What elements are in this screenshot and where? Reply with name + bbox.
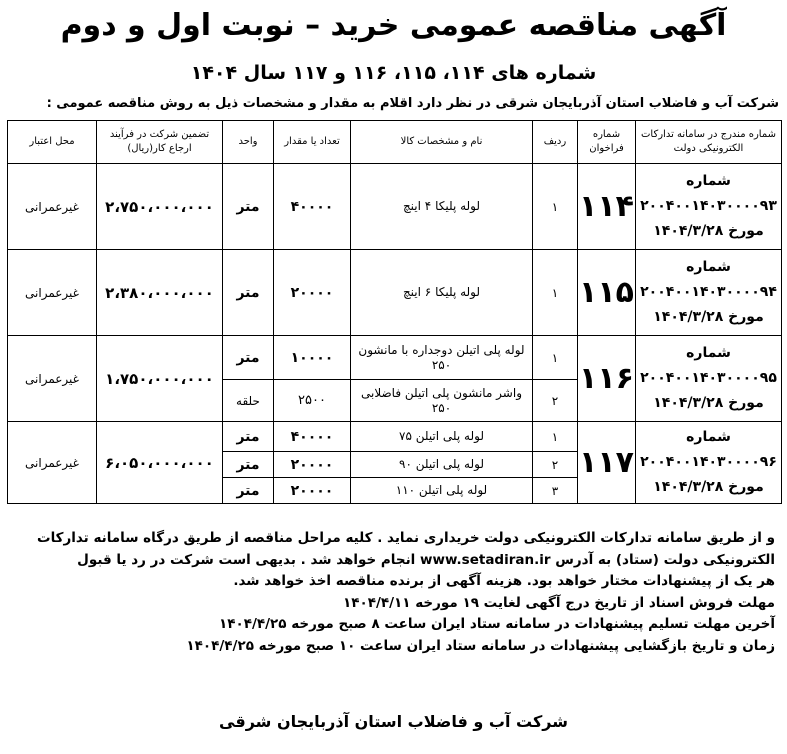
call-number: ۱۱۶: [578, 336, 636, 422]
item-unit: حلقه: [223, 380, 274, 422]
item-name: لوله پلیکا ۴ اینچ: [351, 164, 533, 250]
call-number: ۱۱۴: [578, 164, 636, 250]
body-line: مهلت فروش اسناد از تاریخ درج آگهی لغایت ۱۹ مورخه ۱۴۰۴/۴/۱۱: [343, 594, 775, 611]
reg-cell: [636, 422, 782, 504]
item-name: لوله پلی اتیلن ۹۰: [351, 452, 533, 478]
item-quantity: ۲۰۰۰۰: [274, 452, 351, 478]
item-quantity: ۱۰۰۰۰: [274, 336, 351, 380]
body-line: و از طریق سامانه تدارکات الکترونیکی دولت خریداری نماید . کلیه مراحل مناقصه از طریق درگاه سامانه تدارکات: [37, 530, 775, 546]
reg-date: مورخ ۱۴۰۴/۳/۲۸: [653, 223, 764, 239]
header-rad: ردیف: [533, 121, 578, 164]
table-row: [8, 164, 782, 250]
notice-subtitle: شماره های ۱۱۴، ۱۱۵، ۱۱۶ و ۱۱۷ سال ۱۴۰۴: [190, 62, 597, 84]
reg-number: ۲۰۰۴۰۰۱۴۰۳۰۰۰۰۹۴: [640, 284, 777, 300]
reg-label: شماره: [686, 429, 731, 445]
item-name: لوله پلیکا ۶ اینچ: [351, 250, 533, 336]
funding-source: غیرعمرانی: [8, 336, 97, 422]
reg-label: شماره: [686, 345, 731, 361]
funding-source: غیرعمرانی: [8, 422, 97, 504]
item-quantity: ۲۰۰۰۰: [274, 250, 351, 336]
header-qty: تعداد یا مقدار: [274, 121, 351, 164]
table-header-row: [8, 121, 782, 164]
table-row: [8, 250, 782, 336]
row-index: ۱: [533, 250, 578, 336]
item-quantity: ۴۰۰۰۰: [274, 164, 351, 250]
header-guarantee: تضمین شرکت در فرآیند ارجاع کار(ریال): [97, 121, 223, 164]
guarantee-amount: ۲،۷۵۰،۰۰۰،۰۰۰: [97, 164, 223, 250]
body-line: [12, 550, 775, 572]
funding-source: غیرعمرانی: [8, 164, 97, 250]
item-name: لوله پلی اتیلن دوجداره با مانشون ۲۵۰: [351, 336, 533, 380]
guarantee-amount: ۶،۰۵۰،۰۰۰،۰۰۰: [97, 422, 223, 504]
item-unit: متر: [223, 478, 274, 504]
intro-text: شرکت آب و فاضلاب استان آذربایجان شرقی در نظر دارد اقلام به مقدار و مشخصات ذیل به روش مناقصه عمومی :: [46, 96, 779, 111]
body-line: زمان و تاریخ بازگشایی پیشنهادات در سامانه ستاد ایران ساعت ۱۰ صبح مورخه ۱۴۰۴/۴/۲۵: [186, 637, 775, 654]
row-index: ۱: [533, 336, 578, 380]
item-unit: متر: [223, 336, 274, 380]
row-index: ۲: [533, 380, 578, 422]
item-unit: متر: [223, 250, 274, 336]
header-site: محل اعتبار: [8, 121, 97, 164]
tender-table: [7, 120, 782, 504]
item-unit: متر: [223, 164, 274, 250]
header-call: شماره فراخوان: [578, 121, 636, 164]
item-name: واشر مانشون پلی اتیلن فاضلابی ۲۵۰: [351, 380, 533, 422]
body-line: هر یک از پیشنهادات مختار خواهد بود. هزینه آگهی از برنده مناقصه اخذ خواهد شد.: [233, 573, 775, 589]
reg-date: مورخ ۱۴۰۴/۳/۲۸: [653, 479, 764, 495]
reg-date: مورخ ۱۴۰۴/۳/۲۸: [653, 309, 764, 325]
item-quantity: ۲۵۰۰: [274, 380, 351, 422]
guarantee-amount: ۱،۷۵۰،۰۰۰،۰۰۰: [97, 336, 223, 422]
item-quantity: ۴۰۰۰۰: [274, 422, 351, 452]
reg-date: مورخ ۱۴۰۴/۳/۲۸: [653, 395, 764, 411]
body-line-segment: انجام خواهد شد . بدیهی است شرکت در رد یا قبول: [77, 551, 416, 568]
reg-label: شماره: [686, 259, 731, 275]
call-number: ۱۱۷: [578, 422, 636, 504]
item-name: لوله پلی اتیلن ۱۱۰: [351, 478, 533, 504]
guarantee-amount: ۲،۳۸۰،۰۰۰،۰۰۰: [97, 250, 223, 336]
reg-number: ۲۰۰۴۰۰۱۴۰۳۰۰۰۰۹۳: [640, 198, 777, 214]
reg-number: ۲۰۰۴۰۰۱۴۰۳۰۰۰۰۹۵: [640, 370, 777, 386]
notice-body: [12, 528, 775, 657]
body-line: آخرین مهلت تسلیم پیشنهادات در سامانه ستاد ایران ساعت ۸ صبح مورخه ۱۴۰۴/۴/۲۵: [218, 616, 775, 632]
body-line-segment: الکترونیکی دولت (ستاد) به آدرس: [555, 551, 775, 568]
setad-website-link[interactable]: www.setadiran.ir: [420, 551, 551, 568]
reg-cell: [636, 250, 782, 336]
row-index: ۳: [533, 478, 578, 504]
item-quantity: ۲۰۰۰۰: [274, 478, 351, 504]
reg-label: شماره: [686, 173, 731, 189]
row-index: ۲: [533, 452, 578, 478]
item-unit: متر: [223, 422, 274, 452]
row-index: ۱: [533, 422, 578, 452]
funding-source: غیرعمرانی: [8, 250, 97, 336]
item-name: لوله پلی اتیلن ۷۵: [351, 422, 533, 452]
company-signature: شرکت آب و فاضلاب استان آذربایجان شرقی: [219, 712, 568, 731]
call-number: ۱۱۵: [578, 250, 636, 336]
header-unit: واحد: [223, 121, 274, 164]
notice-title: آگهی مناقصه عمومی خرید – نوبت اول و دوم: [60, 8, 727, 43]
reg-number: ۲۰۰۴۰۰۱۴۰۳۰۰۰۰۹۶: [640, 454, 777, 470]
table-row: [8, 336, 782, 380]
item-unit: متر: [223, 452, 274, 478]
reg-cell: [636, 164, 782, 250]
header-reg: شماره مندرج در سامانه تدارکات الکترونیکی دولت: [636, 121, 782, 164]
row-index: ۱: [533, 164, 578, 250]
table-row: [8, 422, 782, 452]
reg-cell: [636, 336, 782, 422]
header-item: نام و مشخصات کالا: [351, 121, 533, 164]
